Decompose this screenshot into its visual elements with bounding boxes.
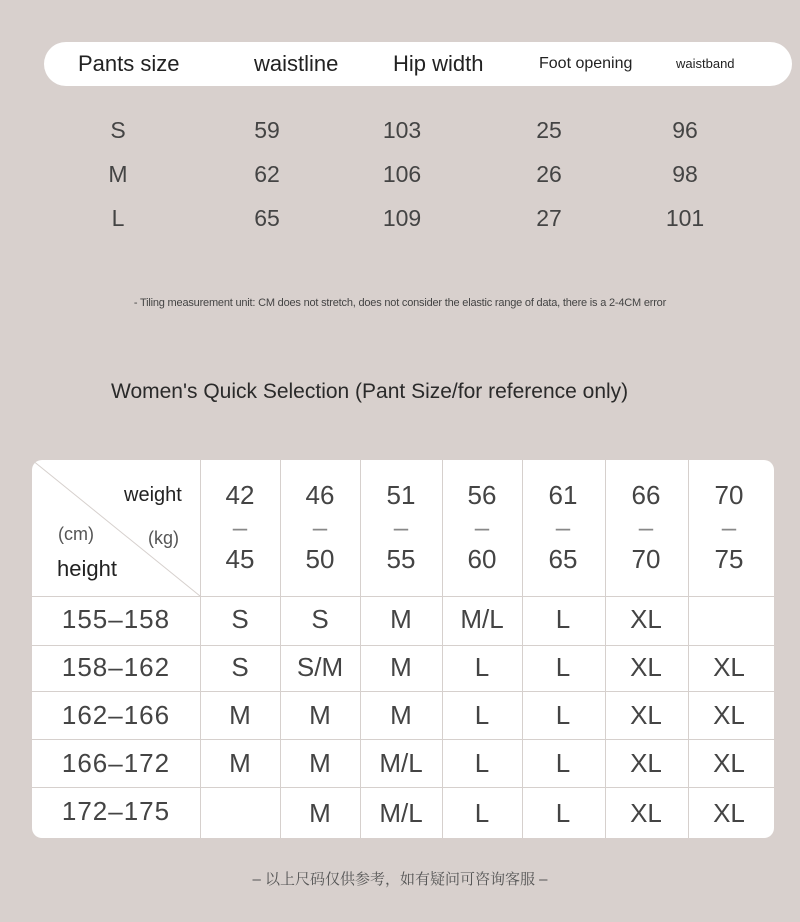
- foot-opening-value: 26: [536, 161, 562, 187]
- size-cell: XL: [630, 748, 662, 778]
- size-cell: M: [309, 748, 331, 778]
- height-range: 155–158: [61, 604, 171, 634]
- size-cell: L: [555, 604, 571, 634]
- size-row: [0, 155, 800, 195]
- size-cell: S: [231, 604, 249, 634]
- size-cell: XL: [630, 604, 662, 634]
- size-cell: XL: [713, 798, 745, 828]
- quick-selection-title: Women's Quick Selection (Pant Size/for reference only): [111, 380, 629, 403]
- size-cell: M: [229, 748, 251, 778]
- size-cell: XL: [713, 700, 745, 730]
- size-cell: S: [311, 604, 329, 634]
- quick-selection-table: [32, 460, 774, 838]
- height-range: 166–172: [61, 748, 171, 778]
- weight-range-dash: –: [393, 512, 409, 542]
- size-cell: S: [231, 652, 249, 682]
- size-label: M: [108, 161, 128, 187]
- size-label: L: [111, 205, 125, 231]
- weight-range-top: 70: [714, 480, 744, 510]
- corner-weight-label: weight: [124, 484, 182, 506]
- size-cell: XL: [713, 748, 745, 778]
- hip-width-value: 103: [382, 117, 422, 143]
- grid-line: [32, 691, 774, 692]
- size-label: S: [110, 117, 126, 143]
- size-table-header: [44, 42, 792, 86]
- foot-opening-value: 27: [536, 205, 562, 231]
- measurement-note: - Tiling measurement unit: CM does not stretch, does not consider the elastic range of data, there is a 2-4CM error: [133, 297, 667, 309]
- size-cell: M/L: [460, 604, 504, 634]
- size-cell: XL: [630, 652, 662, 682]
- size-cell: M/L: [379, 798, 423, 828]
- size-cell: XL: [713, 652, 745, 682]
- weight-range-dash: –: [474, 512, 490, 542]
- weight-range-top: 56: [467, 480, 497, 510]
- waistline-value: 59: [254, 117, 280, 143]
- waistband-value: 96: [672, 117, 698, 143]
- footer-note: – 以上尺码仅供参考，如有疑问可咨询客服 –: [252, 871, 548, 888]
- corner-cm-label: (cm): [58, 524, 94, 544]
- grid-line: [32, 739, 774, 740]
- size-cell: M: [390, 652, 412, 682]
- header-hip-width: Hip width: [393, 51, 484, 76]
- size-cell: M: [309, 700, 331, 730]
- waistline-value: 62: [254, 161, 280, 187]
- grid-line: [32, 645, 774, 646]
- weight-range-dash: –: [721, 512, 737, 542]
- size-cell: M: [229, 700, 251, 730]
- size-cell: XL: [630, 700, 662, 730]
- size-cell: L: [474, 700, 490, 730]
- weight-range-bottom: 75: [714, 544, 744, 574]
- weight-range-bottom: 50: [305, 544, 335, 574]
- weight-range-bottom: 55: [386, 544, 416, 574]
- weight-range-bottom: 60: [467, 544, 497, 574]
- foot-opening-value: 25: [536, 117, 562, 143]
- height-range: 158–162: [61, 652, 171, 682]
- size-cell: L: [474, 748, 490, 778]
- size-cell: M: [309, 798, 331, 828]
- weight-range-bottom: 70: [631, 544, 661, 574]
- size-row: [0, 199, 800, 239]
- size-cell: S/M: [296, 652, 344, 682]
- weight-range-top: 42: [225, 480, 255, 510]
- size-cell: M: [390, 700, 412, 730]
- corner-height-label: height: [57, 556, 117, 581]
- size-cell: L: [555, 748, 571, 778]
- grid-line: [32, 596, 774, 597]
- size-cell: L: [474, 652, 490, 682]
- weight-range-top: 61: [548, 480, 578, 510]
- weight-range-dash: –: [312, 512, 328, 542]
- header-waistband: waistband: [676, 56, 735, 71]
- size-cell: L: [555, 798, 571, 828]
- corner-kg-label: (kg): [148, 528, 179, 548]
- size-cell: XL: [630, 798, 662, 828]
- header-pants-size: Pants size: [78, 51, 180, 76]
- grid-line: [32, 787, 774, 788]
- weight-range-bottom: 65: [548, 544, 578, 574]
- waistline-value: 65: [254, 205, 280, 231]
- header-waistline: waistline: [254, 51, 339, 76]
- weight-range-bottom: 45: [225, 544, 255, 574]
- weight-range-dash: –: [638, 512, 654, 542]
- size-cell: L: [555, 652, 571, 682]
- height-range: 172–175: [61, 796, 171, 826]
- size-cell: M/L: [379, 748, 423, 778]
- waistband-value: 98: [672, 161, 698, 187]
- hip-width-value: 109: [382, 205, 422, 231]
- weight-range-top: 51: [386, 480, 416, 510]
- size-cell: L: [555, 700, 571, 730]
- size-cell: M: [390, 604, 412, 634]
- weight-range-dash: –: [555, 512, 571, 542]
- header-foot-opening: Foot opening: [539, 55, 633, 72]
- hip-width-value: 106: [382, 161, 422, 187]
- weight-range-top: 46: [305, 480, 335, 510]
- weight-range-dash: –: [232, 512, 248, 542]
- size-row: [0, 111, 800, 151]
- weight-range-top: 66: [631, 480, 661, 510]
- waistband-value: 101: [665, 205, 705, 231]
- height-range: 162–166: [61, 700, 171, 730]
- size-cell: L: [474, 798, 490, 828]
